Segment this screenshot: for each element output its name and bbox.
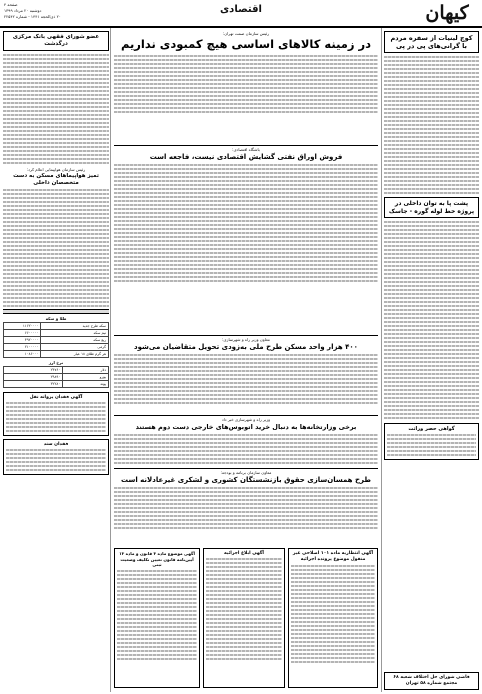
right-headline-1: کوچ لبنیات از سفره مردم با گرانی‌های پی در پی (390, 34, 473, 50)
table-row: هر گرم طلای ۱۸ عیار ۱۰۸۶۰۰۰ (4, 351, 109, 358)
right-story-1 (384, 31, 479, 53)
ad3-title: آگهی انتظاریه ماده ۱۰۱ اصلاحی غیر منقول موضوع پرونده اجرائیه (292, 551, 374, 562)
table-row: نیم سکه ۶۶۰۰۰۰۰ (4, 330, 109, 337)
left-ad-title: آگهی فقدان پروانه نقل (29, 395, 83, 400)
story-5 (114, 468, 378, 530)
table-row: یورو ۲۹۸۹۰ (4, 374, 109, 381)
rates-table (3, 322, 109, 358)
masthead (0, 0, 482, 28)
table-row: گرمی ۲۱۰۰۰۰۰ (4, 344, 109, 351)
fx-table (3, 366, 109, 388)
lead-story (114, 30, 378, 114)
right-headline-3: گواهی حصر وراثت (408, 426, 455, 432)
section-title: اقتصادی (220, 4, 262, 15)
left-kicker-2: رئیس سازمان هواپیمایی اعلام کرد: (26, 167, 86, 172)
table-row: دلار ۲۴۷۶۰ (4, 367, 109, 374)
left-ad-2 (3, 439, 109, 475)
issue-date: دوشنبه ۲۰ مرداد ۱۳۹۹ (4, 8, 42, 13)
story3-kicker: معاون وزیر راه و شهرسازی: (222, 337, 270, 342)
story-3 (114, 335, 378, 405)
lead-kicker: رئیس سازمان صمت تهران: (222, 31, 270, 36)
right-story-2 (384, 197, 479, 218)
story4-kicker: وزیر راه و شهرسازی خبر داد (221, 417, 271, 422)
right-column (384, 28, 479, 692)
page-number: صفحه ۴ (4, 2, 18, 7)
rates-title: طلا و سکه (45, 316, 67, 321)
story2-headline: فروش اوراق نفتی گشایش اقتصادی نیست، فاجعه است (149, 153, 343, 161)
bottom-notice (384, 672, 479, 690)
issue-number: ۲۰ ذی‌الحجه ۱۴۴۱ - شماره ۲۲۵۴۲ (4, 14, 61, 19)
right-body-2 (384, 221, 479, 419)
story-4 (114, 415, 378, 465)
story-2 (114, 145, 378, 283)
story2-kicker: باشگاه اقتصادی: (232, 147, 260, 152)
left-column (3, 28, 109, 692)
ad1-title: آگهی ابلاغ اجرائیه (224, 551, 264, 556)
issue-info (4, 2, 61, 20)
left-story-2 (3, 167, 109, 187)
left-headline-2: تمیز هواپیماهای مسکن به دست متخصصان داخلی (13, 173, 99, 186)
left-ad-2-title: فقدان سند (43, 442, 69, 447)
story4-headline: برخی وزارتخانه‌ها به دنبال خرید اتوبوس‌های خارجی دست دوم هستند (135, 423, 357, 431)
logo: کیهان (425, 2, 469, 24)
table-row: ربع سکه ۳۹۲۰۰۰۰ (4, 337, 109, 344)
fx-title: نرخ ارز (48, 360, 64, 365)
ad2-title: آگهی موضوع ماده ۳ قانون و ماده ۱۳ آیین‌نامه قانون تعیین تکلیف وضعیت ثبتی (119, 551, 195, 567)
story3-headline: ۴۰۰ هزار واحد مسکن طرح ملی به‌زودی تحویل متقاضیان می‌شود (134, 343, 358, 351)
right-headline-2: پشت پا به توان داخلی در پروژه خط لوله گوره - جاسک (388, 200, 475, 215)
right-notice (384, 423, 479, 460)
left-ad (3, 392, 109, 436)
story5-headline: طرح همسان‌سازی حقوق بازنشستگان کشوری و لشکری غیرعادلانه است (121, 476, 371, 484)
bottom-notice-title: قاضی شورای حل اختلاف شعبه ۶۸ مجتمع شماره ۵۸ تهران (393, 675, 470, 686)
ad-block-3 (288, 548, 378, 688)
right-body-1 (384, 56, 479, 194)
story5-kicker: معاون سازمان برنامه و بودجه: (220, 470, 272, 475)
ad-block-1 (203, 548, 285, 688)
table-row: پوند ۳۲۲۸۰ (4, 381, 109, 388)
left-headline-1: عضو شورای فقهی بانک مرکزی درگذشت (12, 34, 100, 47)
lead-headline: در زمینه کالاهای اساسی هیچ کمبودی نداریم (120, 37, 372, 51)
ad-block-2 (114, 548, 200, 688)
left-story-1 (3, 31, 109, 51)
table-row: سکه طرح جدید ۱۱۶۲۰۰۰۰ (4, 323, 109, 330)
